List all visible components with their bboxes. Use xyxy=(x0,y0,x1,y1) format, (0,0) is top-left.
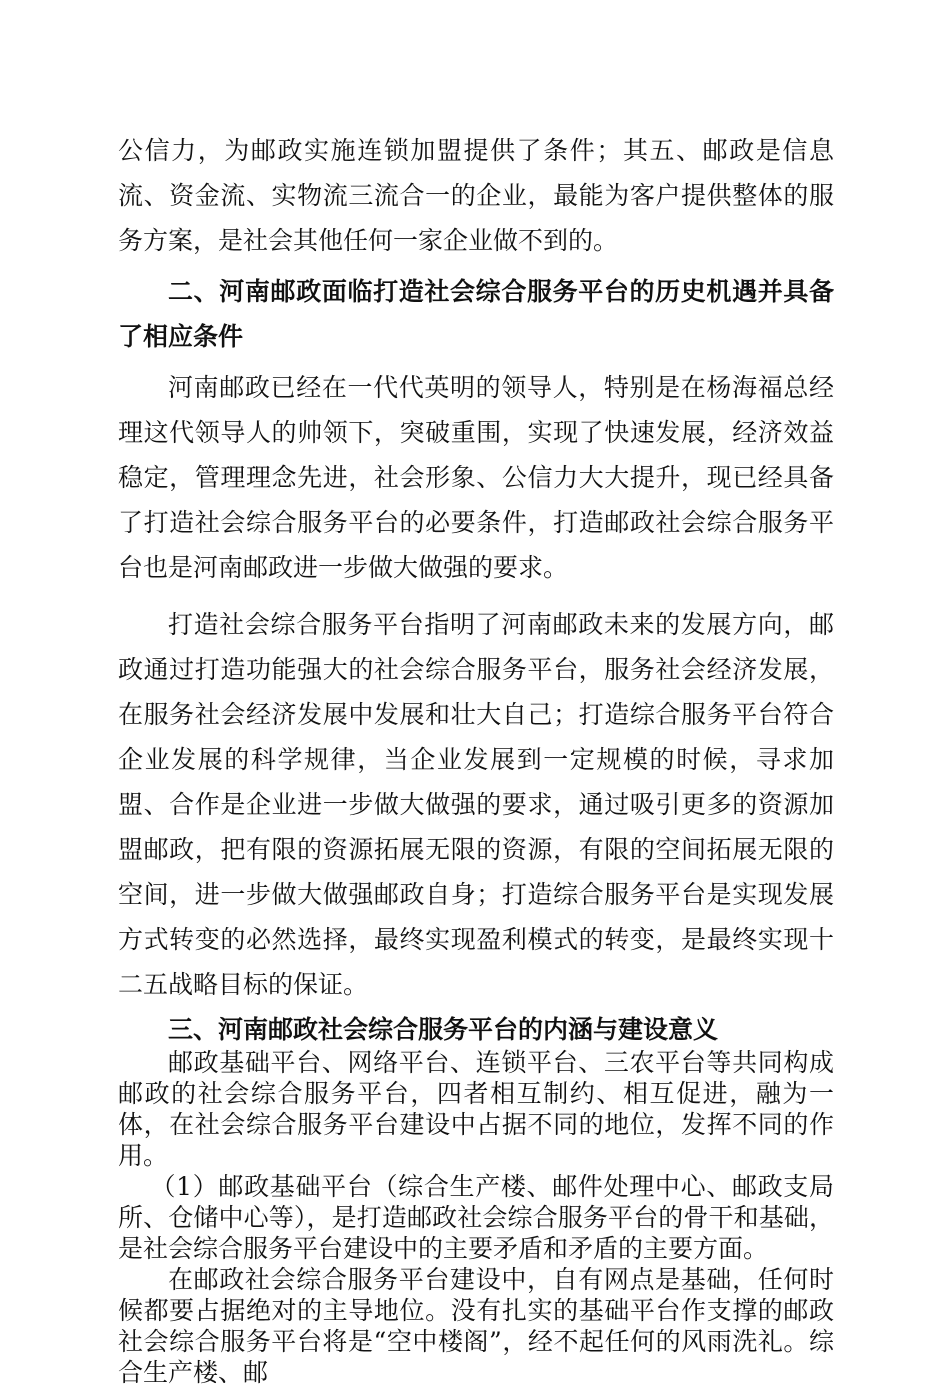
document-body xyxy=(118,128,834,1388)
paragraph-continuation: 公信力，为邮政实施连锁加盟提供了条件；其五、邮政是信息流、资金流、实物流三流合一的企业，最能为客户提供整体的服务方案，是社会其他任何一家企业做不到的。 xyxy=(118,136,834,255)
paragraph: 邮政基础平台、网络平台、连锁平台、三农平台等共同构成邮政的社会综合服务平台，四者相互制约、相互促进，融为一体，在社会综合服务平台建设中占据不同的地位，发挥不同的作用。 xyxy=(118,1048,834,1170)
paragraph: 打造社会综合服务平台指明了河南邮政未来的发展方向，邮政通过打造功能强大的社会综合服务平台，服务社会经济发展，在服务社会经济发展中发展和壮大自己；打造综合服务平台符合企业发展的科学规律，当企业发展到一定规模的时候，寻求加盟、合作是企业进一步做大做强的要求，通过吸引更多的资源加盟邮政，把有限的资源拓展无限的资源，有限的空间拓展无限的空间，进一步做大做强邮政自身；打造综合服务平台是实现发展方式转变的必然选择，最终实现盈利模式的转变，是最终实现十二五战略目标的保证。 xyxy=(118,610,834,999)
spacer xyxy=(118,590,834,602)
paragraph-numbered: （1）邮政基础平台（综合生产楼、邮件处理中心、邮政支局所、仓储中心等），是打造邮政社会综合服务平台的骨干和基础，是社会综合服务平台建设中的主要矛盾和矛盾的主要方面。 xyxy=(118,1172,834,1263)
section-heading-3: 三、河南邮政社会综合服务平台的内涵与建设意义 xyxy=(168,1015,719,1044)
paragraph: 在邮政社会综合服务平台建设中，自有网点是基础，任何时候都要占据绝对的主导地位。没有扎实的基础平台作支撑的邮政社会综合服务平台将是“空中楼阁”，经不起任何的风雨洗礼。综合生产楼、邮 xyxy=(118,1265,834,1387)
paragraph: 河南邮政已经在一代代英明的领导人，特别是在杨海福总经理这代领导人的帅领下，突破重围，实现了快速发展，经济效益稳定，管理理念先进，社会形象、公信力大大提升，现已经具备了打造社会综合服务平台的必要条件，打造邮政社会综合服务平台也是河南邮政进一步做大做强的要求。 xyxy=(118,373,834,582)
section-heading-2: 二、河南邮政面临打造社会综合服务平台的历史机遇并具备了相应条件 xyxy=(118,277,834,351)
